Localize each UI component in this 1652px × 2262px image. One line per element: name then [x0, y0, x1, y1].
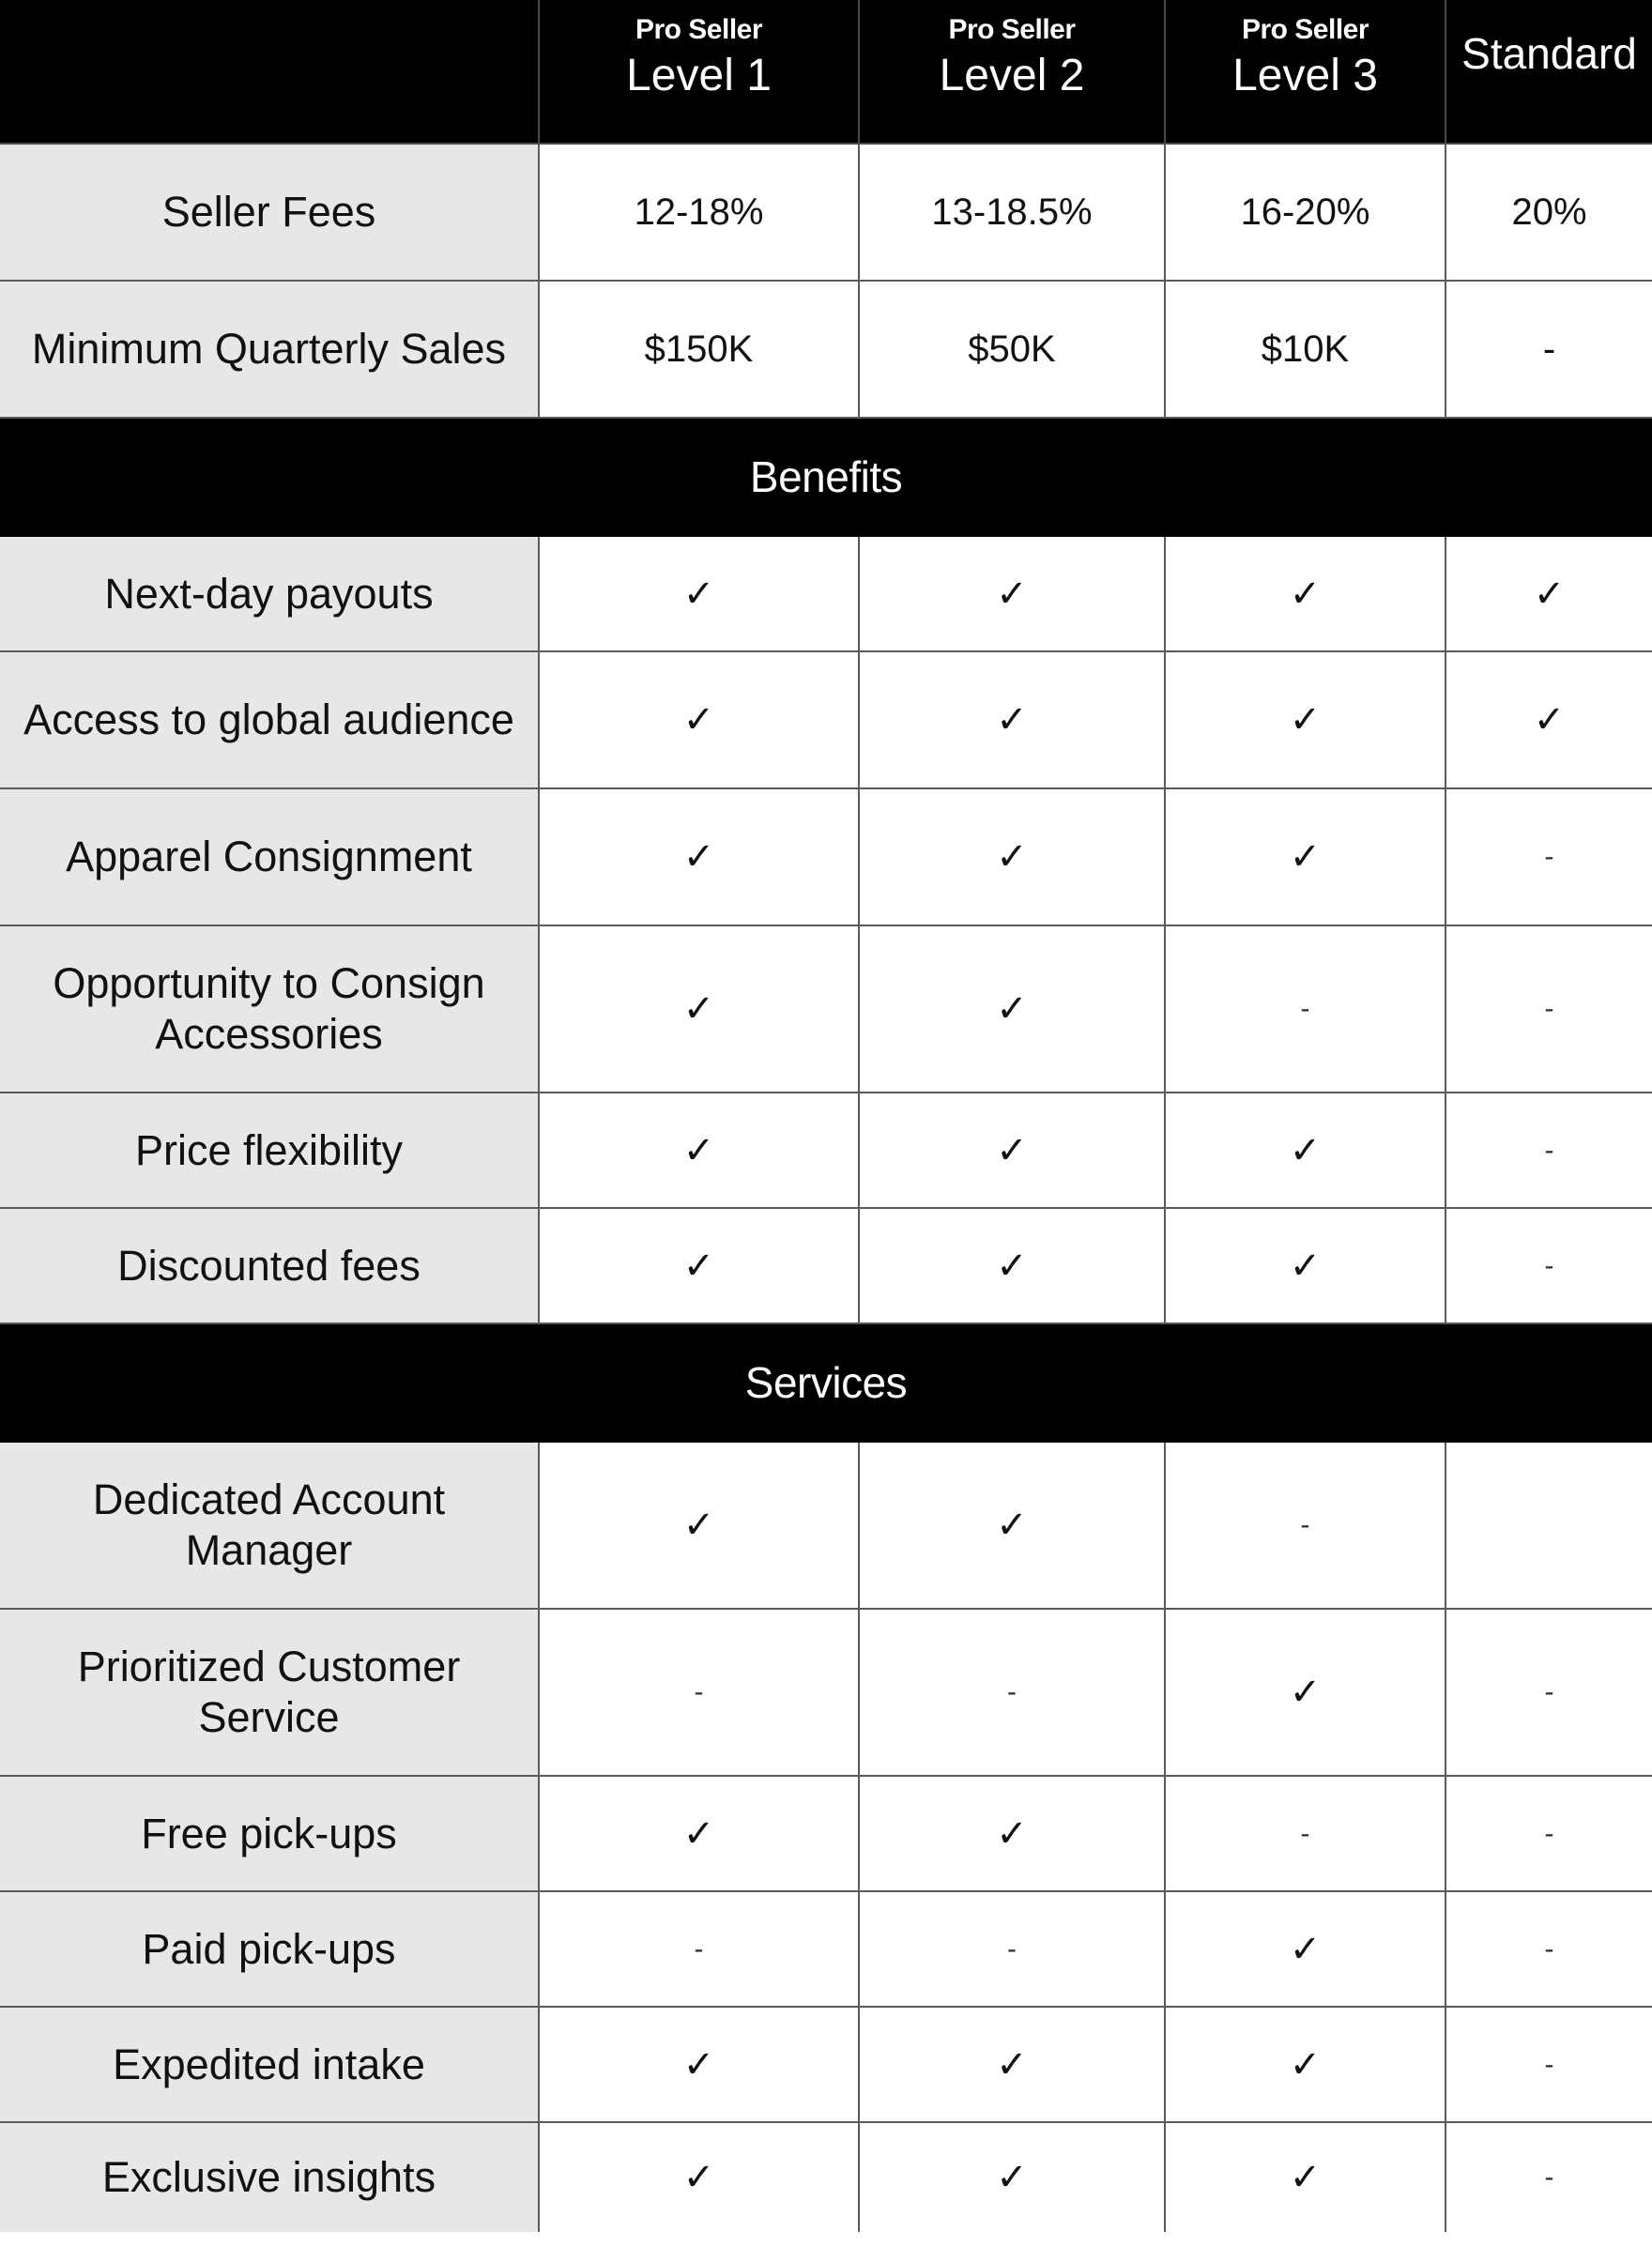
row-label: Next-day payouts — [0, 536, 539, 651]
checkmark-cell: ✓ — [859, 2122, 1165, 2232]
checkmark-cell: ✓ — [1165, 2007, 1446, 2122]
checkmark-cell: ✓ — [539, 536, 859, 651]
dash-cell: - — [539, 1609, 859, 1776]
checkmark-cell: ✓ — [1165, 651, 1446, 788]
checkmark-cell: ✓ — [1165, 788, 1446, 925]
dash-cell: - — [1165, 1442, 1446, 1609]
checkmark-cell: ✓ — [859, 536, 1165, 651]
value-cell: 12-18% — [539, 144, 859, 281]
dash-cell: - — [1446, 1609, 1652, 1776]
header-pro-seller-level-1 — [539, 0, 859, 144]
row-label: Free pick-ups — [0, 1776, 539, 1891]
service-row-expedited-intake — [0, 2007, 1652, 2122]
checkmark-cell: ✓ — [539, 2122, 859, 2232]
dash-cell: - — [859, 1891, 1165, 2007]
tier-level-label: Level 3 — [1232, 50, 1378, 100]
checkmark-cell: ✓ — [539, 1093, 859, 1208]
benefit-row-access-to-global-audience — [0, 651, 1652, 788]
tier-level-label: Standard — [1461, 29, 1637, 78]
dash-cell: - — [1446, 788, 1652, 925]
pricing-row-minimum-quarterly-sales — [0, 281, 1652, 418]
checkmark-cell: ✓ — [859, 1776, 1165, 1891]
service-row-paid-pick-ups — [0, 1891, 1652, 2007]
checkmark-cell: ✓ — [539, 925, 859, 1093]
benefit-row-discounted-fees — [0, 1208, 1652, 1323]
row-label: Minimum Quarterly Sales — [0, 281, 539, 418]
checkmark-cell: ✓ — [1446, 651, 1652, 788]
header-standard — [1446, 0, 1652, 144]
dash-cell: - — [1165, 925, 1446, 1093]
value-cell: 13-18.5% — [859, 144, 1165, 281]
row-label: Access to global audience — [0, 651, 539, 788]
tier-level-label: Level 2 — [939, 50, 1085, 100]
checkmark-cell: ✓ — [539, 1776, 859, 1891]
tier-level-label: Level 1 — [626, 50, 772, 100]
checkmark-cell: ✓ — [1165, 1891, 1446, 2007]
section-title: Benefits — [0, 418, 1652, 536]
checkmark-cell: ✓ — [859, 1208, 1165, 1323]
benefit-row-consign-accessories — [0, 925, 1652, 1093]
section-title: Services — [0, 1323, 1652, 1442]
checkmark-cell: ✓ — [539, 2007, 859, 2122]
row-label: Discounted fees — [0, 1208, 539, 1323]
checkmark-cell: ✓ — [859, 1093, 1165, 1208]
pricing-row-seller-fees — [0, 144, 1652, 281]
checkmark-cell: ✓ — [1446, 536, 1652, 651]
value-cell: 16-20% — [1165, 144, 1446, 281]
value-cell: - — [1446, 281, 1652, 418]
checkmark-cell: ✓ — [1165, 1208, 1446, 1323]
header-corner-cell — [0, 0, 539, 144]
service-row-prioritized-customer-service — [0, 1609, 1652, 1776]
checkmark-cell: ✓ — [1165, 536, 1446, 651]
header-pro-seller-level-3 — [1165, 0, 1446, 144]
checkmark-cell: ✓ — [859, 788, 1165, 925]
row-label: Exclusive insights — [0, 2122, 539, 2232]
tier-program-label: Pro Seller — [635, 13, 763, 45]
checkmark-cell: ✓ — [539, 1442, 859, 1609]
dash-cell: - — [1446, 2007, 1652, 2122]
dash-cell: - — [859, 1609, 1165, 1776]
tier-header-row — [0, 0, 1652, 144]
checkmark-cell: ✓ — [1165, 2122, 1446, 2232]
checkmark-cell: ✓ — [859, 651, 1165, 788]
checkmark-cell: ✓ — [1165, 1093, 1446, 1208]
row-label: Paid pick-ups — [0, 1891, 539, 2007]
dash-cell: - — [1446, 1776, 1652, 1891]
dash-cell: - — [1446, 1093, 1652, 1208]
section-header-services — [0, 1323, 1652, 1442]
value-cell: 20% — [1446, 144, 1652, 281]
row-label: Opportunity to Consign Accessories — [0, 925, 539, 1093]
checkmark-cell: ✓ — [859, 2007, 1165, 2122]
service-row-free-pick-ups — [0, 1776, 1652, 1891]
service-row-exclusive-insights — [0, 2122, 1652, 2232]
row-label: Dedicated Account Manager — [0, 1442, 539, 1609]
row-label: Expedited intake — [0, 2007, 539, 2122]
row-label: Price flexibility — [0, 1093, 539, 1208]
checkmark-cell: ✓ — [859, 1442, 1165, 1609]
benefit-row-next-day-payouts — [0, 536, 1652, 651]
checkmark-cell: ✓ — [539, 788, 859, 925]
section-header-benefits — [0, 418, 1652, 536]
value-cell: $150K — [539, 281, 859, 418]
benefit-row-apparel-consignment — [0, 788, 1652, 925]
header-pro-seller-level-2 — [859, 0, 1165, 144]
dash-cell: - — [1446, 1208, 1652, 1323]
value-cell: $50K — [859, 281, 1165, 418]
dash-cell: - — [1165, 1776, 1446, 1891]
tier-program-label: Pro Seller — [1241, 13, 1369, 45]
empty-cell — [1446, 1442, 1652, 1609]
dash-cell: - — [1446, 1891, 1652, 2007]
row-label: Prioritized Customer Service — [0, 1609, 539, 1776]
tier-program-label: Pro Seller — [948, 13, 1076, 45]
checkmark-cell: ✓ — [539, 1208, 859, 1323]
checkmark-cell: ✓ — [539, 651, 859, 788]
checkmark-cell: ✓ — [859, 925, 1165, 1093]
benefit-row-price-flexibility — [0, 1093, 1652, 1208]
service-row-dedicated-account-manager — [0, 1442, 1652, 1609]
row-label: Apparel Consignment — [0, 788, 539, 925]
value-cell: $10K — [1165, 281, 1446, 418]
row-label: Seller Fees — [0, 144, 539, 281]
dash-cell: - — [539, 1891, 859, 2007]
dash-cell: - — [1446, 925, 1652, 1093]
checkmark-cell: ✓ — [1165, 1609, 1446, 1776]
dash-cell: - — [1446, 2122, 1652, 2232]
